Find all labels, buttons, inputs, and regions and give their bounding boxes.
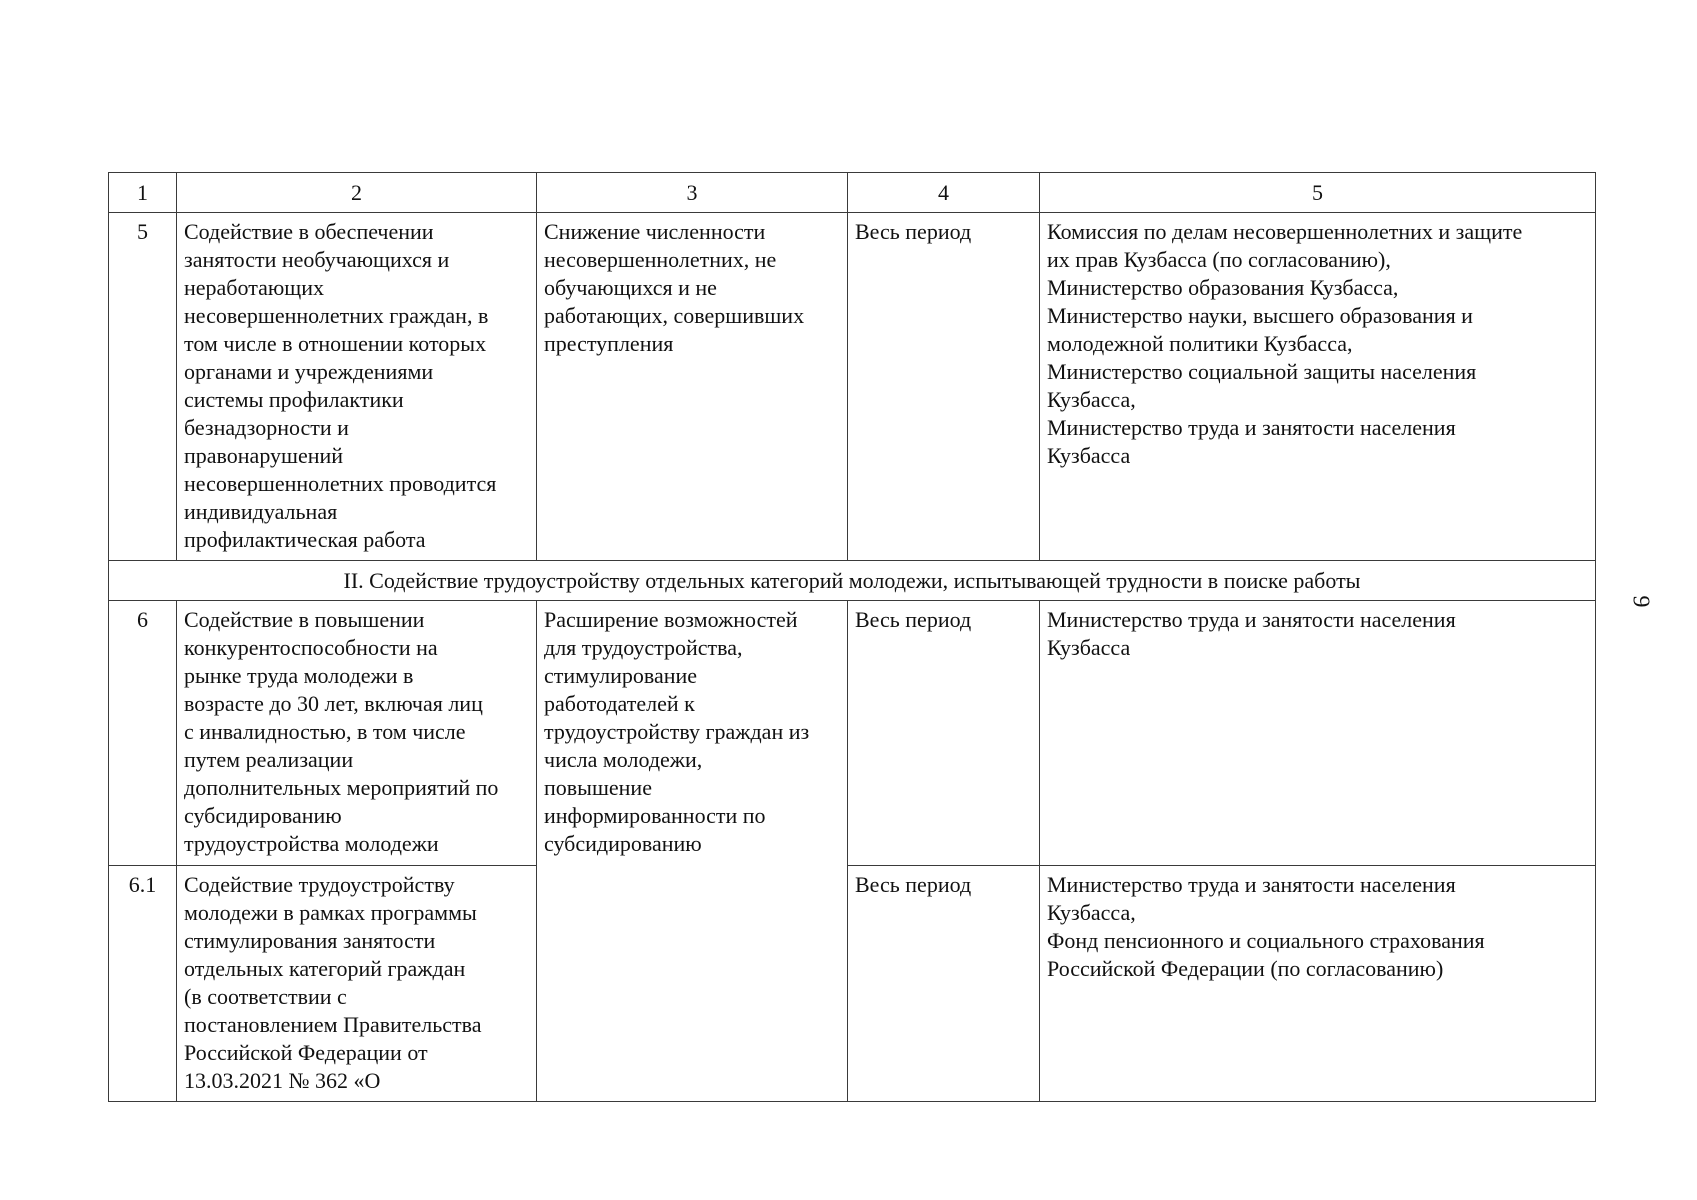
result-line: преступления bbox=[544, 331, 674, 356]
executor-line: их прав Кузбасса (по согласованию), bbox=[1047, 247, 1391, 272]
activity-line: Содействие в повышении bbox=[184, 607, 425, 632]
executor-line: Кузбасса, bbox=[1047, 387, 1136, 412]
row-number: 6.1 bbox=[109, 866, 177, 1102]
result-line: трудоустройству граждан из bbox=[544, 719, 810, 744]
activity-line: с инвалидностью, в том числе bbox=[184, 719, 466, 744]
activity-line: безнадзорности и bbox=[184, 415, 349, 440]
result-line: Расширение возможностей bbox=[544, 607, 798, 632]
activity-line: Российской Федерации от bbox=[184, 1040, 428, 1065]
activity-line: молодежи в рамках программы bbox=[184, 900, 477, 925]
activity-line: системы профилактики bbox=[184, 387, 404, 412]
column-number-2: 2 bbox=[177, 173, 537, 213]
result-line: для трудоустройства, bbox=[544, 635, 743, 660]
activity-line: том числе в отношении которых bbox=[184, 331, 487, 356]
executors-cell bbox=[1040, 601, 1596, 866]
executors-cell bbox=[1040, 213, 1596, 561]
activity-line: конкурентоспособности на bbox=[184, 635, 438, 660]
executor-line: Министерство образования Кузбасса, bbox=[1047, 275, 1399, 300]
section-heading-row bbox=[109, 561, 1596, 601]
column-number-1: 1 bbox=[109, 173, 177, 213]
activity-cell bbox=[177, 213, 537, 561]
executors-cell bbox=[1040, 866, 1596, 1102]
activity-cell bbox=[177, 601, 537, 866]
column-number-row bbox=[109, 173, 1596, 213]
result-line: числа молодежи, bbox=[544, 747, 703, 772]
executor-line: Министерство социальной защиты населения bbox=[1047, 359, 1477, 384]
executor-line: Министерство труда и занятости населения bbox=[1047, 607, 1456, 632]
result-line: работающих, совершивших bbox=[544, 303, 805, 328]
activity-line: путем реализации bbox=[184, 747, 354, 772]
executor-line: Кузбасса bbox=[1047, 635, 1131, 660]
activity-line: неработающих bbox=[184, 275, 325, 300]
result-line: субсидированию bbox=[544, 831, 702, 856]
row-number: 6 bbox=[109, 601, 177, 866]
executor-line: Министерство науки, высшего образования и bbox=[1047, 303, 1473, 328]
executor-line: Кузбасса bbox=[1047, 443, 1131, 468]
activity-line: возрасте до 30 лет, включая лиц bbox=[184, 691, 483, 716]
activity-line: стимулирования занятости bbox=[184, 928, 436, 953]
activity-line: правонарушений bbox=[184, 443, 344, 468]
activity-line: дополнительных мероприятий по bbox=[184, 775, 499, 800]
activity-line: индивидуальная bbox=[184, 499, 338, 524]
measures-table bbox=[108, 172, 1596, 1102]
activity-line: 13.03.2021 № 362 «О bbox=[184, 1068, 381, 1093]
period-cell: Весь период bbox=[848, 213, 1040, 561]
section-title: II. Содействие трудоустройству отдельных категорий молодежи, испытывающей трудности в поиске работы bbox=[109, 561, 1596, 601]
executor-line: молодежной политики Кузбасса, bbox=[1047, 331, 1353, 356]
result-line: информированности по bbox=[544, 803, 766, 828]
result-line: стимулирование bbox=[544, 663, 698, 688]
column-number-4: 4 bbox=[848, 173, 1040, 213]
executor-line: Министерство труда и занятости населения bbox=[1047, 415, 1456, 440]
executor-line: Кузбасса, bbox=[1047, 900, 1136, 925]
executor-line: Министерство труда и занятости населения bbox=[1047, 872, 1456, 897]
period-cell: Весь период bbox=[848, 866, 1040, 1102]
table-row-6 bbox=[109, 601, 1596, 866]
executor-line: Фонд пенсионного и социального страхования bbox=[1047, 928, 1485, 953]
period-cell: Весь период bbox=[848, 601, 1040, 866]
activity-line: постановлением Правительства bbox=[184, 1012, 482, 1037]
activity-line: отдельных категорий граждан bbox=[184, 956, 466, 981]
result-line: Снижение численности bbox=[544, 219, 766, 244]
activity-line: несовершеннолетних проводится bbox=[184, 471, 497, 496]
activity-line: органами и учреждениями bbox=[184, 359, 434, 384]
result-cell bbox=[537, 213, 848, 561]
activity-line: субсидированию bbox=[184, 803, 342, 828]
activity-line: рынке труда молодежи в bbox=[184, 663, 414, 688]
activity-line: Содействие трудоустройству bbox=[184, 872, 455, 897]
executor-line: Российской Федерации (по согласованию) bbox=[1047, 956, 1444, 981]
column-number-5: 5 bbox=[1040, 173, 1596, 213]
result-line: работодателей к bbox=[544, 691, 695, 716]
activity-line: Содействие в обеспечении bbox=[184, 219, 434, 244]
table-row-5 bbox=[109, 213, 1596, 561]
activity-line: профилактическая работа bbox=[184, 527, 426, 552]
executor-line: Комиссия по делам несовершеннолетних и защите bbox=[1047, 219, 1523, 244]
activity-cell bbox=[177, 866, 537, 1102]
result-line: обучающихся и не bbox=[544, 275, 717, 300]
row-number: 5 bbox=[109, 213, 177, 561]
result-line: несовершеннолетних, не bbox=[544, 247, 777, 272]
activity-line: трудоустройства молодежи bbox=[184, 831, 439, 856]
activity-line: несовершеннолетних граждан, в bbox=[184, 303, 489, 328]
result-cell bbox=[537, 601, 848, 1102]
activity-line: (в соответствии с bbox=[184, 984, 347, 1009]
activity-line: занятости необучающихся и bbox=[184, 247, 450, 272]
result-line: повышение bbox=[544, 775, 652, 800]
column-number-3: 3 bbox=[537, 173, 848, 213]
page-number: 9 bbox=[1627, 595, 1654, 608]
table-row-6-1 bbox=[109, 866, 1596, 1102]
